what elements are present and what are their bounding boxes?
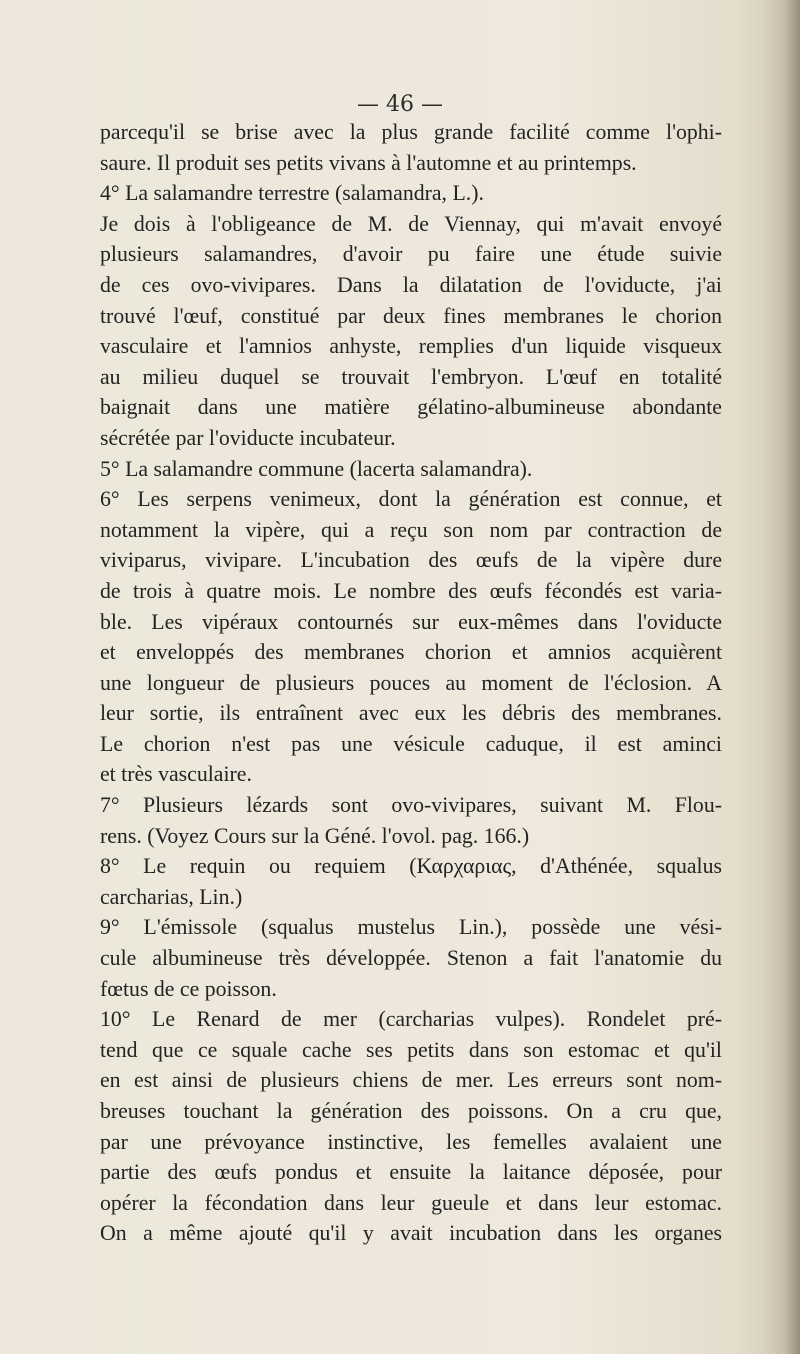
text-line: sécrétée par l'oviducte incubateur. [100, 425, 396, 450]
text-line: en est ainsi de plusieurs chiens de mer. Les erreurs sont nom- [100, 1068, 722, 1093]
text-line: cule albumineuse très développée. Stenon a fait l'anatomie du [100, 946, 722, 971]
text-line: 10° Le Renard de mer (carcharias vulpes). Rondelet pré- [100, 1007, 722, 1032]
text-line: trouvé l'œuf, constitué par deux fines membranes le chorion [100, 303, 722, 328]
body-text [100, 117, 722, 1249]
text-line: 7° Plusieurs lézards sont ovo-vivipares, suivant M. Flou- [100, 793, 722, 818]
text-line: carcharias, Lin.) [100, 884, 243, 909]
text-line: baignait dans une matière gélatino-albumineuse abondante [100, 395, 722, 420]
text-line: 9° L'émissole (squalus mustelus Lin.), possède une vési- [100, 915, 722, 940]
text-line: Je dois à l'obligeance de M. de Viennay, qui m'avait envoyé [100, 211, 722, 236]
text-line: au milieu duquel se trouvait l'embryon. L'œuf en totalité [100, 364, 722, 389]
text-line: plusieurs salamandres, d'avoir pu faire une étude suivie [100, 242, 722, 267]
text-line: breuses touchant la génération des poissons. On a cru que, [100, 1099, 722, 1123]
text-line: viviparus, vivipare. L'incubation des œufs de la vipère dure [100, 548, 722, 573]
text-line: On a même ajouté qu'il y avait incubation dans les organes [100, 1221, 722, 1246]
text-line: 8° Le requin ou requiem (Καρχαριας, d'Athénée, squalus [100, 854, 722, 879]
page-edge-shadow [762, 0, 800, 1354]
text-line: parcequ'il se brise avec la plus grande facilité comme l'ophi- [100, 120, 722, 144]
text-line: par une prévoyance instinctive, les femelles avalaient une [100, 1129, 722, 1154]
text-line: et très vasculaire. [100, 762, 252, 787]
text-line: de trois à quatre mois. Le nombre des œufs fécondés est varia- [100, 578, 722, 603]
text-line: partie des œufs pondus et ensuite la laitance déposée, pour [100, 1160, 722, 1185]
text-line: 4° La salamandre terrestre (salamandra, L.). [100, 181, 484, 206]
text-line: vasculaire et l'amnios anhyste, remplies d'un liquide visqueux [100, 334, 722, 359]
text-line: ble. Les vipéraux contournés sur eux-mêmes dans l'oviducte [100, 609, 722, 634]
text-line: leur sortie, ils entraînent avec eux les débris des membranes. [100, 701, 722, 726]
text-line: opérer la fécondation dans leur gueule et dans leur estomac. [100, 1190, 722, 1215]
text-line: tend que ce squale cache ses petits dans son estomac et qu'il [100, 1037, 722, 1062]
page-number: — 46 — [357, 92, 443, 117]
text-line: saure. Il produit ses petits vivans à l'automne et au printemps. [100, 150, 637, 175]
text-line: notamment la vipère, qui a reçu son nom par contraction de [100, 517, 722, 542]
text-line: fœtus de ce poisson. [100, 976, 277, 1001]
text-line: Le chorion n'est pas une vésicule caduque, il est aminci [100, 731, 722, 756]
text-line: de ces ovo-vivipares. Dans la dilatation de l'oviducte, j'ai [100, 272, 722, 297]
text-line: rens. (Voyez Cours sur la Géné. l'ovol. pag. 166.) [100, 823, 530, 848]
text-line: 6° Les serpens venimeux, dont la génération est connue, et [100, 487, 722, 512]
text-line: une longueur de plusieurs pouces au moment de l'éclosion. A [100, 670, 722, 695]
text-line: et enveloppés des membranes chorion et amnios acquièrent [100, 640, 722, 665]
text-line: 5° La salamandre commune (lacerta salamandra). [100, 456, 533, 481]
